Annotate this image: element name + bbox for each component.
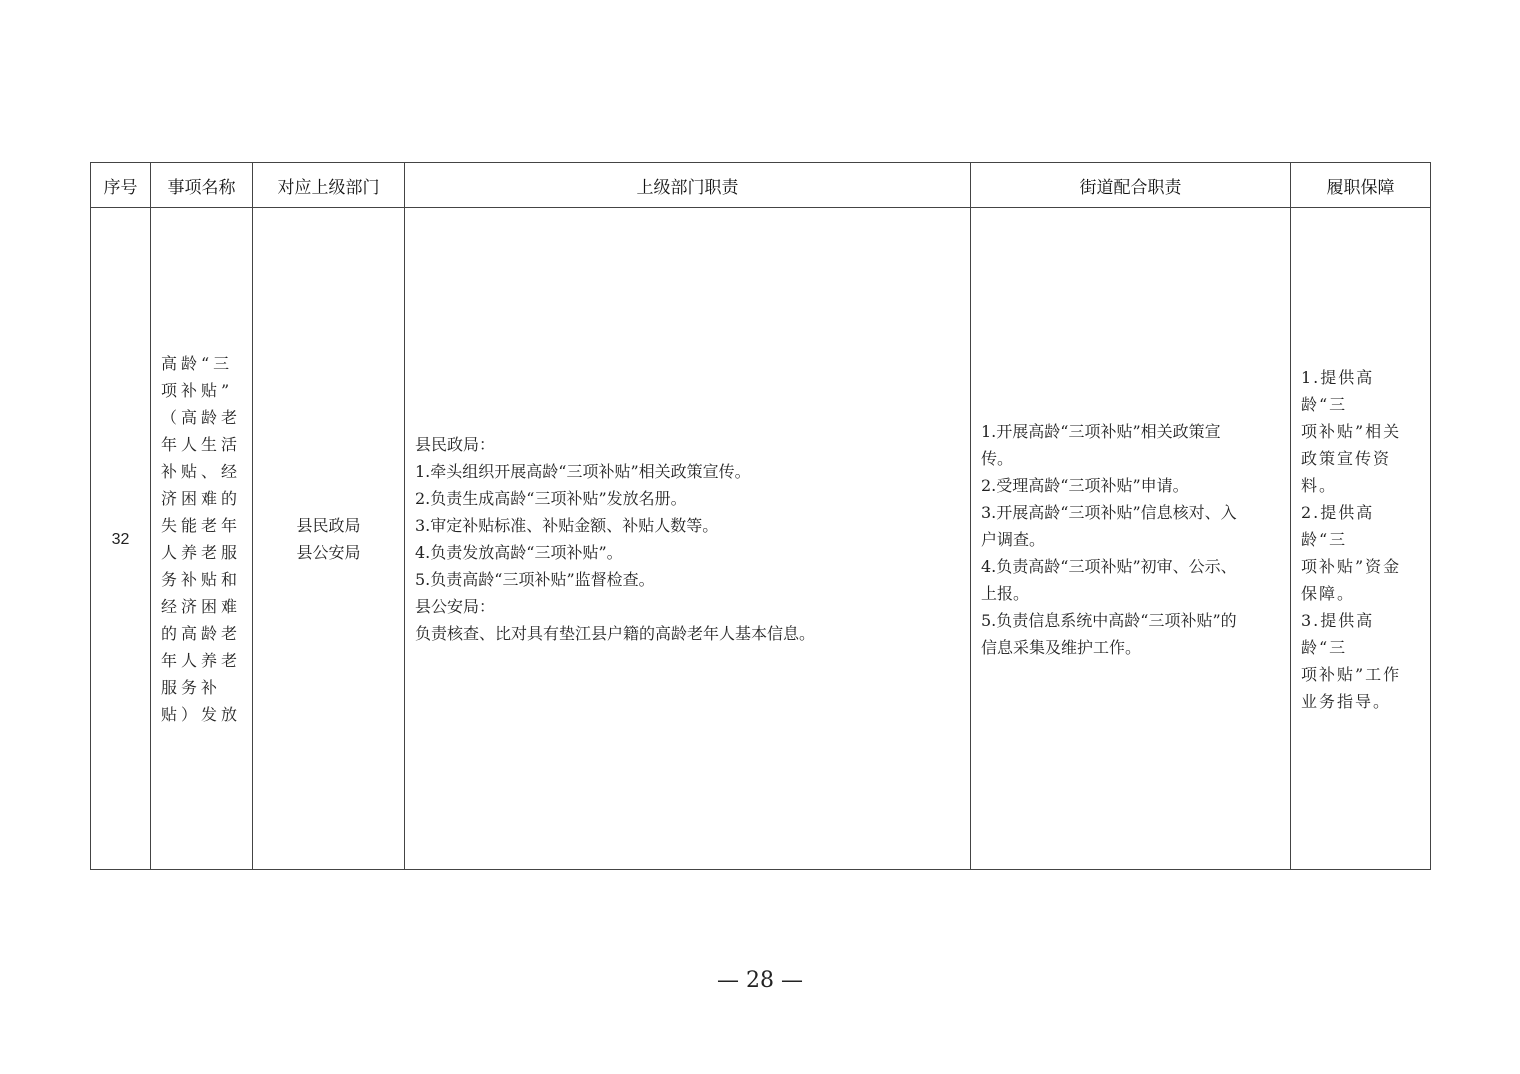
- duty-table: [90, 162, 1431, 870]
- street-duties-text: 1.开展高龄“三项补贴”相关政策宣 传。 2.受理高龄“三项补贴”申请。 3.开展高龄“三项补贴”信息核对、入 户调查。 4.负责高龄“三项补贴”初审、公示、 上报。 5.负责信息系统中高龄“三项补贴”的 信息采集及维护工作。: [981, 421, 1237, 657]
- item-name-text: 高龄“三 项补贴” （高龄老 年人生活 补贴、经 济困难的 失能老年 人养老服 务补贴和 经济困难 的高龄老 年人养老 服务补 贴）发放: [161, 354, 242, 724]
- guarantee-text: 1.提供高龄“三 项补贴”相关 政策宣传资 料。 2.提供高龄“三 项补贴”资金 保障。 3.提供高龄“三 项补贴”工作 业务指导。: [1301, 367, 1402, 711]
- serial-number: 32: [111, 530, 130, 548]
- header-street-duties: 街道配合职责: [1079, 177, 1182, 198]
- header-serial: 序号: [103, 177, 138, 198]
- cell-serial: [91, 208, 150, 870]
- cell-dept: [253, 208, 404, 870]
- page-number: — 28 —: [717, 968, 803, 993]
- cell-street-duties: [971, 208, 1290, 870]
- header-upper-duties: 上级部门职责: [636, 177, 739, 198]
- header-guarantee: 履职保障: [1326, 177, 1395, 198]
- header-dept: 对应上级部门: [277, 177, 380, 198]
- cell-guarantee: [1291, 208, 1430, 870]
- dept-text: 县民政局 县公安局: [296, 516, 361, 562]
- cell-upper-duties: [405, 208, 970, 870]
- upper-duties-text: 县民政局： 1.牵头组织开展高龄“三项补贴”相关政策宣传。 2.负责生成高龄“三项补贴”发放名册。 3.审定补贴标准、补贴金额、补贴人数等。 4.负责发放高龄“三项补贴”。 5.负责高龄“三项补贴”监督检查。 县公安局： 负责核查、比对具有垫江县户籍的高龄老年人基本信息。: [415, 435, 816, 643]
- cell-item-name: [151, 208, 252, 870]
- header-item-name: 事项名称: [167, 177, 236, 198]
